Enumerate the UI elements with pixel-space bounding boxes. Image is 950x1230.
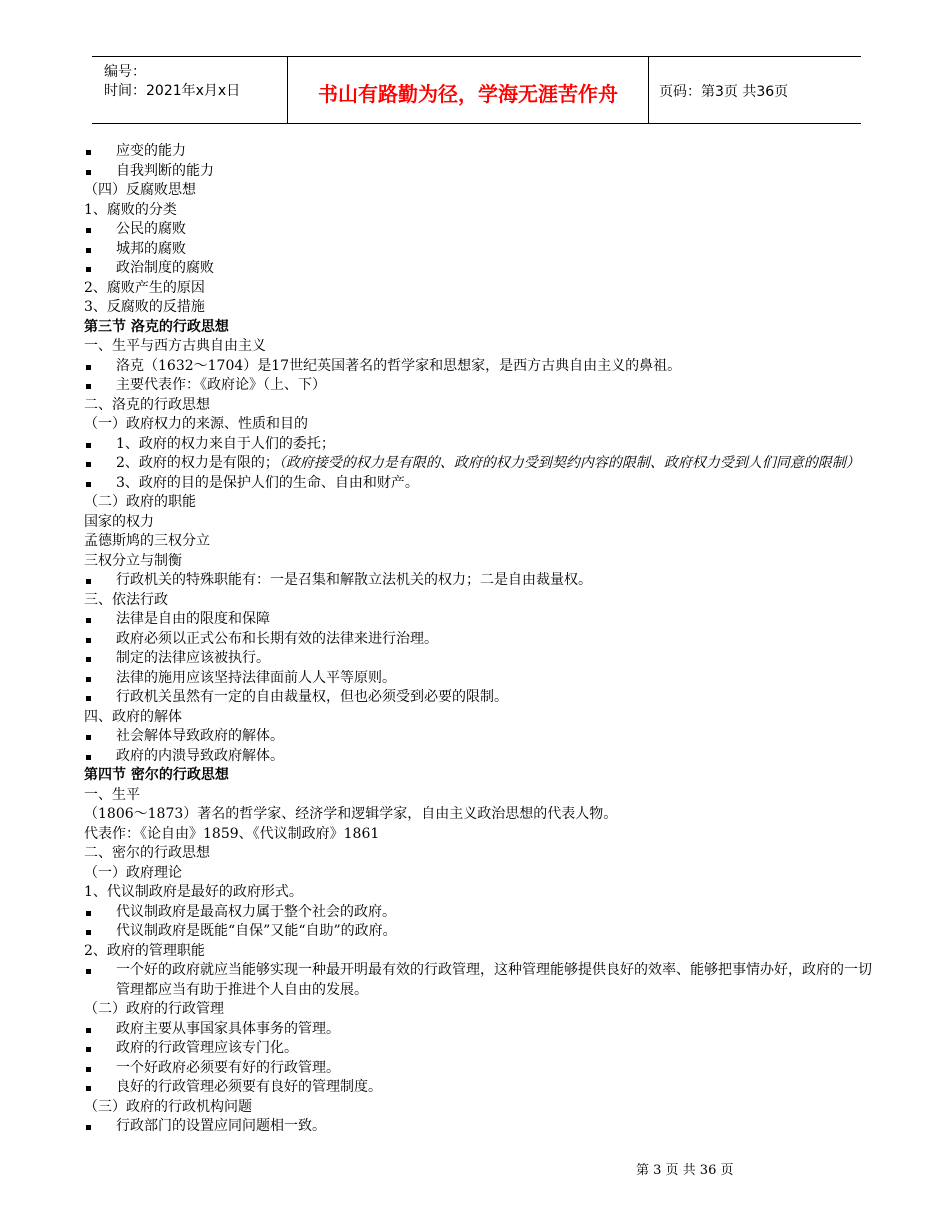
line-text: 政府必须以正式公布和长期有效的法律来进行治理。 [116,630,438,647]
line-text: 1、腐败的分类 [84,201,177,218]
bullet-item [84,610,874,630]
line-text: 2、政府的权力是有限的； [116,455,279,471]
line-text: 四、政府的解体 [84,708,182,725]
line-text: 政府主要从事国家具体事务的管理。 [116,1020,340,1037]
header-motto-cell [287,57,649,123]
line-text: 一、生平 [84,786,140,803]
line-text: 二、洛克的行政思想 [84,396,210,413]
line-text: 1、代议制政府是最好的政府形式。 [84,884,303,900]
line-text: 行政机关的特殊职能有：一是召集和解散立法机关的权力；二是自由裁量权。 [116,572,592,588]
text-line [84,181,874,201]
bullet-item [84,376,874,396]
text-line [84,201,874,221]
text-line [84,337,874,357]
text-line [84,805,874,825]
line-text: 政治制度的腐败 [116,260,214,276]
bullet-item [84,903,874,923]
line-text: 行政机关虽然有一定的自由裁量权，但也必须受到必要的限制。 [116,689,508,705]
line-text: 3、反腐败的反措施 [84,299,205,315]
bullet-item [84,649,874,669]
line-text: 制定的法律应该被执行。 [116,650,270,666]
bullet-item [84,669,874,689]
text-line [84,532,874,552]
line-text: 政府的行政管理应该专门化。 [116,1040,298,1056]
line-text: 法律的施用应该坚持法律面前人人平等原则。 [116,669,396,686]
line-text: 三、依法行政 [84,591,168,608]
line-text: （1806～1873）著名的哲学家、经济学和逻辑学家，自由主义政治思想的代表人物。 [84,806,618,822]
line-text: 城邦的腐败 [116,240,186,257]
bullet-item [84,162,874,182]
line-text: （二）政府的职能 [84,494,196,510]
bullet-item [84,435,874,455]
bullet-item [84,1039,874,1059]
bullet-item [84,961,874,1000]
line-text: 代议制政府是既能“自保”又能“自助”的政府。 [116,923,397,939]
time-label: 时间：2021年x月x日 [104,83,241,99]
page-code: 页码：第3页 共36页 [659,84,789,100]
line-text: 1、政府的权力来自于人们的委托； [116,435,335,452]
text-line [84,396,874,416]
document-body [84,142,874,1137]
bullet-item [84,630,874,650]
line-text: 一个好政府必须要有好的行政管理。 [116,1059,340,1076]
page-header [92,56,861,124]
line-text: 主要代表作：《政府论》（上、下） [116,377,326,393]
text-line [84,942,874,962]
text-line [84,825,874,845]
line-text: 二、密尔的行政思想 [84,845,210,861]
bullet-item [84,571,874,591]
header-info-cell [92,57,287,123]
bullet-item [84,688,874,708]
bullet-item [84,142,874,162]
line-text: 第三节 洛克的行政思想 [84,318,229,335]
bullet-item [84,474,874,494]
text-line [84,591,874,611]
line-text: 2、政府的管理职能 [84,942,205,959]
bullet-item [84,357,874,377]
text-line [84,279,874,299]
motto-text: 书山有路勤为径，学海无涯苦作舟 [318,82,618,106]
line-text: 公民的腐败 [116,221,186,237]
text-line [84,708,874,728]
bullet-item [84,727,874,747]
line-text: 社会解体导致政府的解体。 [116,728,284,744]
text-line [84,1098,874,1118]
line-text: 政府的内溃导致政府解体。 [116,747,284,764]
line-text: 第四节 密尔的行政思想 [84,767,229,783]
text-line [84,298,874,318]
text-line [84,1000,874,1020]
bullet-item [84,259,874,279]
text-line [84,786,874,806]
text-line [84,844,874,864]
bullet-item [84,454,874,474]
line-text: 三权分立与制衡 [84,552,182,569]
line-text: 法律是自由的限度和保障 [116,611,270,627]
line-text: 一个好的政府就应当能够实现一种最开明最有效的行政管理，这种管理能够提供良好的效率、能够把事情办好，政府的一切管理都应当有助于推进个人自由的发展。 [116,962,872,998]
text-line [84,415,874,435]
line-text: 代议制政府是最高权力属于整个社会的政府。 [116,903,396,920]
line-text: 良好的行政管理必须要有良好的管理制度。 [116,1079,382,1095]
text-line [84,513,874,533]
number-label: 编号： [104,64,146,80]
line-text: 国家的权力 [84,513,154,530]
section-heading [84,318,874,338]
bullet-item [84,922,874,942]
line-text: （二）政府的行政管理 [84,1001,224,1017]
bullet-item [84,1020,874,1040]
line-text: 自我判断的能力 [116,162,214,179]
line-text: 孟德斯鸠的三权分立 [84,533,210,549]
line-text: （一）政府理论 [84,864,182,881]
text-line [84,864,874,884]
bullet-item [84,747,874,767]
page-footer: 第 3 页 共 36 页 [636,1163,734,1178]
text-line [84,493,874,513]
line-text: 应变的能力 [116,143,186,159]
bullet-item [84,240,874,260]
line-text: 代表作：《论自由》1859、《代议制政府》1861 [84,825,380,842]
section-heading [84,766,874,786]
line-text: 2、腐败产生的原因 [84,279,205,296]
bullet-item [84,1078,874,1098]
bullet-item [84,1117,874,1137]
line-text: 3、政府的目的是保护人们的生命、自由和财产。 [116,474,419,491]
line-text: 洛克（1632～1704）是17世纪英国著名的哲学家和思想家，是西方古典自由主义的鼻祖。 [116,357,682,374]
text-line [84,552,874,572]
bullet-item [84,220,874,240]
line-text: 行政部门的设置应同问题相一致。 [116,1118,326,1134]
line-text: （一）政府权力的来源、性质和目的 [84,416,308,432]
line-text: （四）反腐败思想 [84,182,196,198]
italic-note: （政府接受的权力是有限的、政府的权力受到契约内容的限制、政府权力受到人们同意的限制） [278,455,860,471]
header-page-cell [649,57,861,123]
text-line [84,883,874,903]
bullet-item [84,1059,874,1079]
line-text: （三）政府的行政机构问题 [84,1098,252,1115]
line-text: 一、生平与西方古典自由主义 [84,338,266,354]
